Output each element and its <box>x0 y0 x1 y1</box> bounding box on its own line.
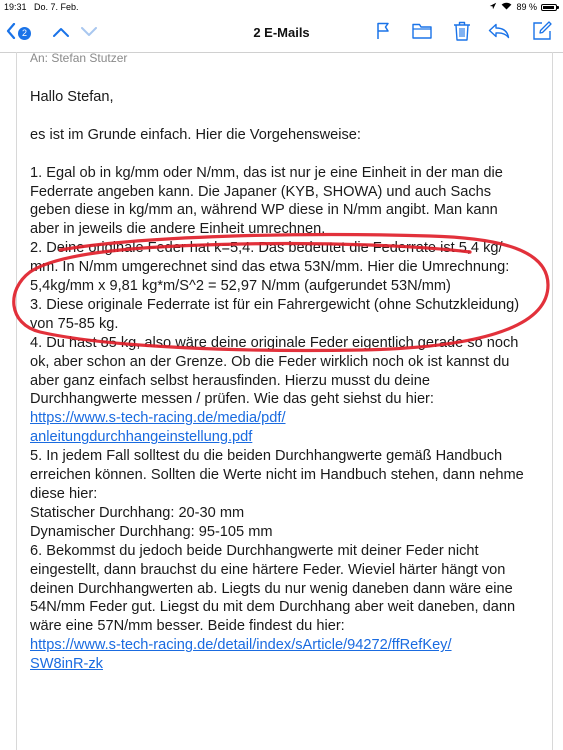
battery-fill <box>543 6 554 9</box>
spring-shop-link[interactable] <box>30 655 540 674</box>
previous-mail-button[interactable] <box>50 14 72 52</box>
back-button[interactable] <box>6 14 31 52</box>
chevron-up-icon <box>53 24 69 42</box>
body-line: diese hier: <box>30 486 98 502</box>
body-line: 1. Egal ob in kg/mm oder N/mm, das ist nur je eine Einheit in der man die <box>30 164 503 181</box>
status-date: Do. 7. Feb. <box>34 2 79 12</box>
body-line: 54N/mm Feder gut. Liegst du mit dem Durchhang aber weit daneben, dann <box>30 599 516 616</box>
compose-button[interactable] <box>531 14 553 52</box>
mail-toolbar <box>0 14 563 53</box>
delete-button[interactable] <box>451 14 473 52</box>
spacer <box>30 145 540 164</box>
compose-icon <box>532 21 552 46</box>
body-line: 6. Bekommst du jedoch beide Durchhangwerte mit deiner Feder nicht <box>30 542 479 559</box>
reply-button[interactable] <box>487 14 511 52</box>
intro-line: es ist im Grunde einfach. Hier die Vorgehensweise: <box>30 126 361 143</box>
body-line: 2. Deine originale Feder hat k=5,4. Das bedeutet die Federrate ist 5,4 kg/ <box>30 240 503 257</box>
toolbar-title: 2 E-Mails <box>253 25 310 40</box>
body-line: Dynamischer Durchhang: 95-105 mm <box>30 523 273 540</box>
trash-icon <box>453 21 471 46</box>
flag-button[interactable] <box>373 14 393 52</box>
body-line: wäre eine 57N/mm besser. Beide findest du hier: <box>30 618 345 635</box>
body-line: deinen Durchhangwerten ab. Liegts du nur wenig daneben dann wäre eine <box>30 580 513 597</box>
sag-guide-link[interactable] <box>30 428 540 447</box>
link-text[interactable]: https://www.s-tech-racing.de/detail/index/sArticle/94272/ffRefKey/ <box>30 637 452 654</box>
recipient-line: An: Stefan Stutzer <box>30 51 128 65</box>
reply-icon <box>488 23 510 44</box>
battery-percent: 89 % <box>516 2 537 12</box>
greeting: Hallo Stefan, <box>30 89 114 105</box>
body-line: 3. Diese originale Federrate ist für ein Fahrergewicht (ohne Schutzkleidung) <box>30 296 520 313</box>
wifi-icon <box>501 2 512 12</box>
body-line: 5,4kg/mm x 9,81 kg*m/S^2 = 52,97 N/mm (aufgerundet 53N/mm) <box>30 278 451 295</box>
body-line: Federrate angeben kann. Die Japaner (KYB, SHOWA) und auch Sachs <box>30 183 492 200</box>
spring-shop-link[interactable] <box>30 636 540 655</box>
spacer <box>30 107 540 126</box>
move-folder-button[interactable] <box>410 14 434 52</box>
chevron-left-icon <box>6 23 16 44</box>
status-time: 19:31 <box>4 2 27 12</box>
link-text[interactable]: https://www.s-tech-racing.de/media/pdf/ <box>30 410 286 427</box>
body-line: erreichen können. Sollten die Werte nicht im Handbuch stehen, dann nehme <box>30 467 524 484</box>
body-line: 4. Du hast 85 kg, also wäre deine originale Feder eigentlich gerade so noch <box>30 334 519 351</box>
body-line: Durchhangwerte messen / prüfen. Wie das geht siehst du hier: <box>30 391 434 408</box>
next-mail-button[interactable] <box>78 14 100 52</box>
mail-body <box>30 88 540 674</box>
status-bar <box>0 0 563 14</box>
folder-icon <box>412 23 432 44</box>
chevron-down-icon <box>81 24 97 42</box>
link-text[interactable]: SW8inR-zk <box>30 656 103 673</box>
body-line: mm. In N/mm umgerechnet sind das etwa 53N/mm. Hier die Umrechnung: <box>30 259 510 276</box>
flag-icon <box>376 22 390 45</box>
body-line: von 75-85 kg. <box>30 315 119 332</box>
body-line: 5. In jedem Fall solltest du die beiden Durchhangwerte gemäß Handbuch <box>30 448 503 465</box>
body-line: geben diese in kg/mm an, während WP diese in N/mm angibt. Man kann <box>30 202 498 219</box>
body-line: eingestellt, dann brauchst du eine härtere Feder. Wieviel härter hängt von <box>30 561 506 578</box>
location-icon <box>489 2 497 12</box>
body-line: aber in jeweils die andere Einheit umrechnen. <box>30 221 326 238</box>
status-right <box>489 2 557 12</box>
link-text[interactable]: anleitungdurchhangeinstellung.pdf <box>30 429 253 446</box>
body-line: aber ganz einfach selbst herausfinden. Hierzu musst du deine <box>30 372 430 389</box>
mail-content <box>16 52 553 750</box>
sag-guide-link[interactable] <box>30 409 540 428</box>
body-line: Statischer Durchhang: 20-30 mm <box>30 504 245 521</box>
body-line: ok, aber schon an der Grenze. Ob die Feder wirklich noch ok ist kannst du <box>30 353 510 370</box>
battery-icon <box>541 4 557 11</box>
unread-badge: 2 <box>18 27 31 40</box>
